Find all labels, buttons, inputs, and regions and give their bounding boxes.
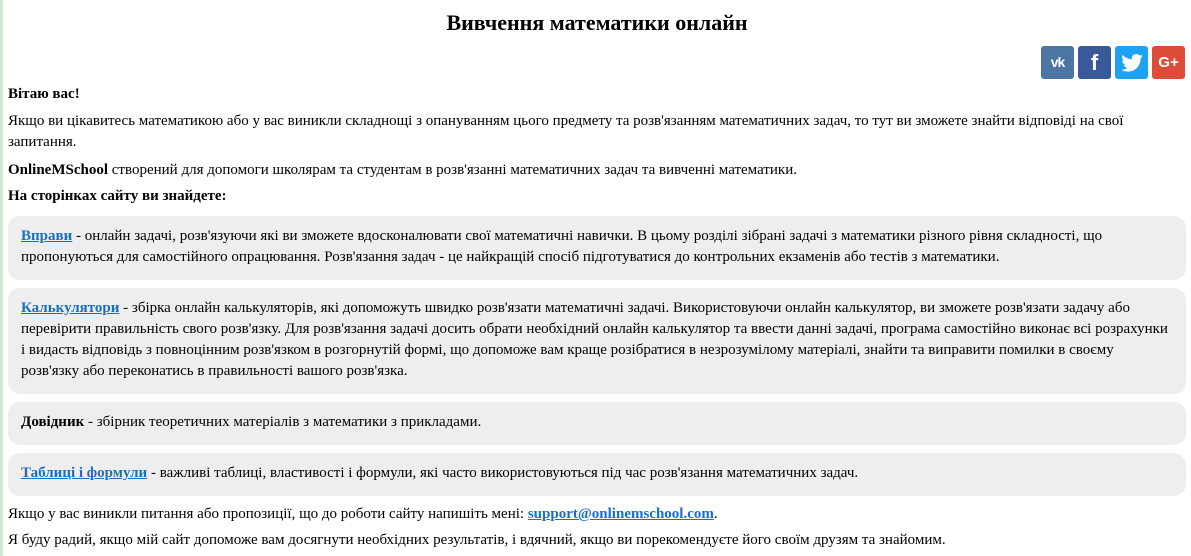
reference-description: - збірник теоретичних матеріалів з математики з прикладами. [84, 414, 482, 430]
section-exercises [8, 216, 1186, 280]
social-share-bar [8, 46, 1186, 80]
contact-end: . [713, 506, 718, 522]
calculators-description: - збірка онлайн калькуляторів, які допоможуть швидко розв'язати математичні задачі. Використовуючи онлайн калькулятор, ви зможете розв'язати задачу або перевірити правильність свого розв'язку. Для розв'язання задачі досить обрати необхідний онлайн калькулятор та ввести данні задачі, програма самостійно виконає всі розрахунки і видасть відповідь з повноцінним розв'язком в розгорнутій формі, що допоможе вам краще розібратися в незрозумілому матеріалі, знайти та виправити помилки в своєму розв'язку або переконатись в правильності вашого розв'язка. [21, 300, 1168, 379]
find-heading: На сторінках сайту ви знайдете: [8, 188, 227, 204]
tables-formulas-description: - важливі таблиці, властивості і формули, які часто використовуються під час розв'язання математичних задач. [147, 465, 859, 481]
support-email-link[interactable]: support@onlinemschool.com [527, 506, 714, 522]
twitter-bird-icon [1121, 54, 1143, 72]
final-paragraph: Я буду радий, якщо мій сайт допоможе вам досягнути необхідних результатів, і вдячний, якщо ви порекомендуєте його своїм друзям та знайомим. [8, 532, 946, 548]
exercises-description: - онлайн задачі, розв'язуючи які ви зможете вдосконалювати свої математичні навички. В цьому розділі зібрані задачі з математики різного рівня складності, що пропонуються для самостійного опрацювання. Розв'язання задач - це найкращій спосіб підготуватися до контрольних екзаменів або тестів з математики. [21, 228, 1103, 265]
facebook-icon[interactable]: f [1078, 46, 1111, 79]
brand-name: OnlineMSchool [8, 162, 109, 178]
about-text: створений для допомоги школярам та студентам в розв'язанні математичних задач та вивченні математики. [108, 162, 797, 178]
contact-text: Якщо у вас виникли питання або пропозиції, що до роботи сайту напишіть мені: [8, 506, 528, 522]
page-title: Вивчення математики онлайн [446, 10, 748, 35]
tables-formulas-link[interactable]: Таблиці і формули [21, 465, 148, 481]
exercises-link[interactable]: Вправи [21, 228, 73, 244]
calculators-link[interactable]: Калькулятори [21, 300, 120, 316]
greeting: Вітаю вас! [8, 86, 80, 102]
twitter-icon[interactable] [1115, 46, 1148, 79]
contact-paragraph [8, 504, 1186, 525]
google-plus-icon[interactable]: G+ [1152, 46, 1185, 79]
intro-paragraph: Якщо ви цікавитесь математикою або у вас виникли складнощі з опануванням цього предмету та розв'язанням математичних задач, то тут ви зможете знайти відповіді на свої запитання. [8, 113, 1124, 150]
reference-title: Довідник [21, 414, 85, 430]
section-calculators [8, 288, 1186, 394]
vk-icon[interactable]: vk [1041, 46, 1074, 79]
main-content [3, 0, 1191, 551]
section-tables-formulas [8, 453, 1186, 496]
section-reference [8, 402, 1186, 445]
about-paragraph [8, 160, 1186, 181]
